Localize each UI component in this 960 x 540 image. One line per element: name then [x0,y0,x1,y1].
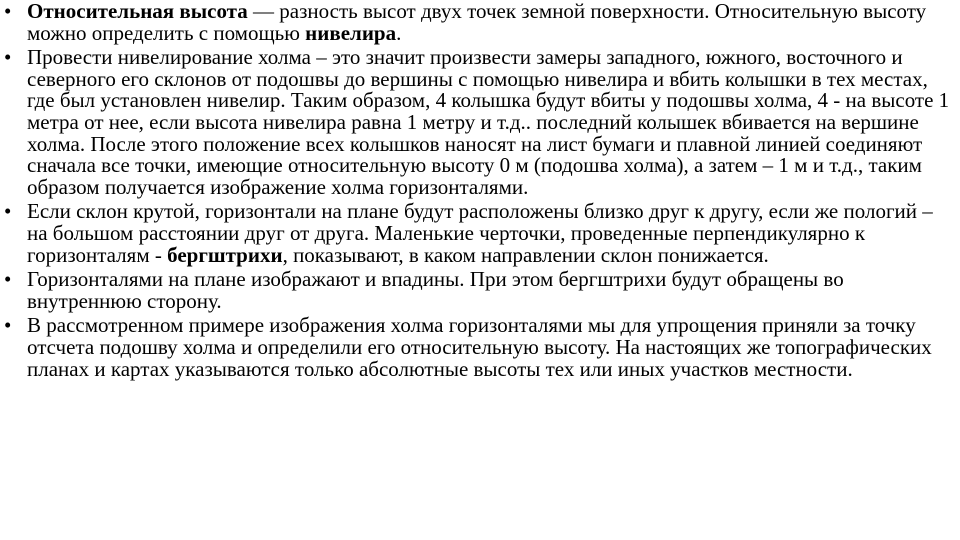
example-text: В рассмотренном примере изображения холма горизонталями мы для упрощения приняли за точку отсчета подошву холма и определили его относительную высоту. На настоящих же топографических планах и картах указываются только абсолютные высоты тех или иных участков местности. [27,313,932,381]
depressions-text: Горизонталями на плане изображают и впадины. При этом бергштрихи будут обращены во внутреннюю сторону. [27,267,844,313]
slope-text-end: , показывают, в каком направлении склон понижается. [282,242,769,267]
definition-end: . [396,20,402,45]
bullet-icon: • [4,0,12,23]
bullet-item-relative-height [4,1,954,44]
bullet-icon: • [4,267,12,292]
bullet-icon: • [4,45,12,70]
bullet-item-example [4,315,954,380]
leveling-text: Провести нивелирование холма – это значит произвести замеры западного, южного, восточного и северного его склонов от подошвы до вершины с помощью нивелира и вбить колышки в тех местах, где был установлен нивелир. Таким образом, 4 колышка будут вбиты у подошвы холма, 4 - на высоте 1 метра от нее, если высота нивелира равна 1 метру и т.д.. последний колышек вбивается на вершине холма. После этого положение всех колышков наносят на лист бумаги и плавной линией соединяют сначала все точки, имеющие относительную высоту 0 м (подошва холма), а затем – 1 м и т.д., таким образом получается изображение холма горизонталями. [27,45,950,199]
term-relative-height: Относительная высота [27,0,248,23]
bullet-item-leveling [4,47,954,198]
term-level-instrument: нивелира [305,20,397,45]
bullet-item-depressions [4,269,954,312]
bullet-item-slope [4,201,954,266]
slope-text: Если склон крутой, горизонтали на плане будут расположены близко друг к другу, если же пологий – на большом расстоянии друг от друга. Маленькие черточки, проведенные перпендикулярно к горизонталям - [27,199,933,267]
bullet-icon: • [4,313,12,338]
bullet-icon: • [4,199,12,224]
definition-text: — разность высот двух точек земной поверхности. Относительную высоту можно определить с помощью [27,0,927,45]
bullet-list [4,1,954,383]
term-bergstrichs: бергштрихи [167,242,283,267]
